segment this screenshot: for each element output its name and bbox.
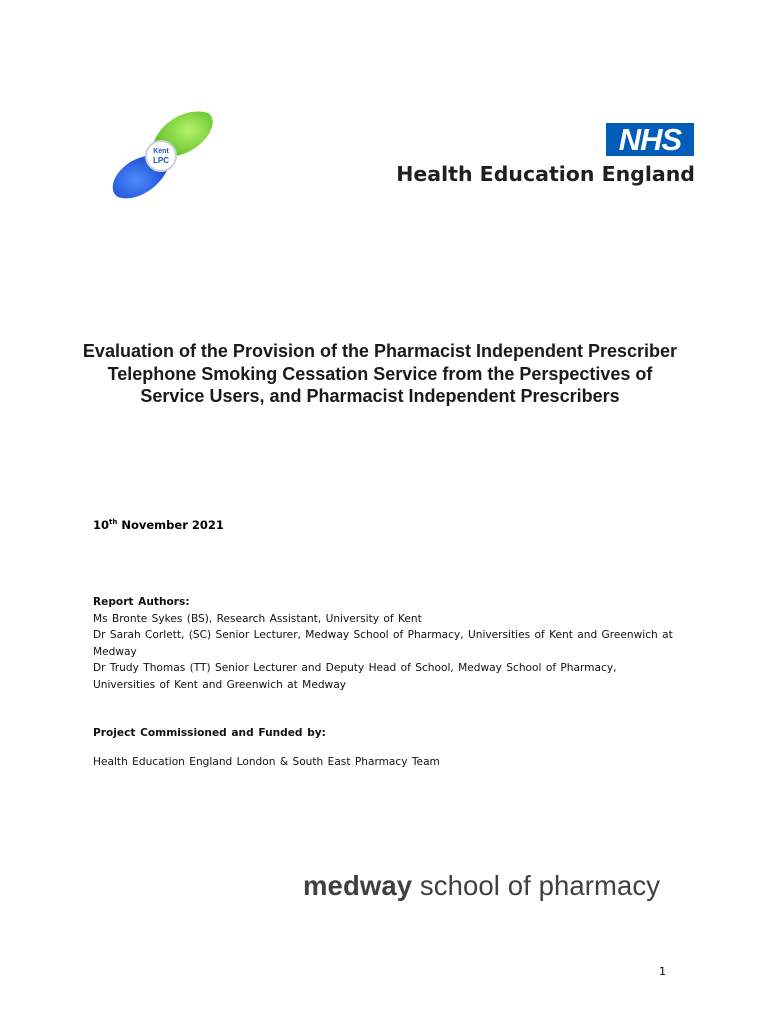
page-number: 1	[659, 965, 666, 978]
authors-section	[93, 594, 673, 693]
date-suffix: th	[109, 518, 118, 527]
kent-lpc-line1: Kent	[153, 148, 169, 155]
medway-logo-strong: medway	[303, 870, 413, 901]
health-education-england-logo-text: Health Education England	[396, 162, 695, 186]
report-date	[93, 518, 224, 532]
kent-lpc-line2: LPC	[153, 156, 169, 165]
nhs-logo: NHS	[606, 123, 694, 156]
commission-heading: Project Commissioned and Funded by:	[93, 727, 326, 739]
author-entry: Ms Bronte Sykes (BS), Research Assistant, University of Kent	[93, 612, 422, 625]
author-entry: Dr Sarah Corlett, (SC) Senior Lecturer, Medway School of Pharmacy, Universities of Kent and Greenwich at Medway	[93, 629, 673, 658]
medway-school-logo	[303, 870, 660, 902]
commission-body: Health Education England London & South East Pharmacy Team	[93, 756, 440, 768]
authors-heading: Report Authors:	[93, 596, 190, 608]
document-title: Evaluation of the Provision of the Pharmacist Independent Prescriber Telephone Smoking Cessation Service from the Perspectives of Service Users, and Pharmacist Independent Prescribers	[82, 341, 678, 406]
kent-lpc-logo	[108, 103, 218, 207]
date-day: 10	[93, 518, 110, 532]
medway-logo-rest: school of pharmacy	[412, 870, 661, 901]
author-entry: Dr Trudy Thomas (TT) Senior Lecturer and Deputy Head of School, Medway School of Pharmacy, Universities of Kent and Greenwich at Medway	[93, 662, 617, 691]
date-rest: November 2021	[117, 518, 224, 532]
